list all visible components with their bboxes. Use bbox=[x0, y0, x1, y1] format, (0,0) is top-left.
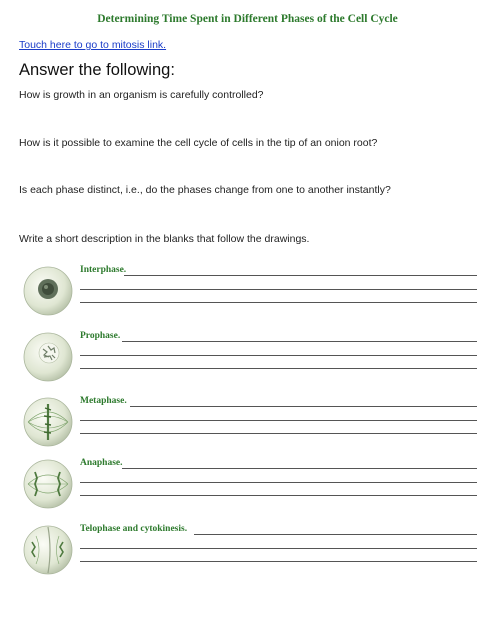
phase-label-telophase: Telophase and cytokinesis. bbox=[80, 524, 188, 534]
answer-line[interactable] bbox=[80, 420, 477, 421]
section-heading: Answer the following: bbox=[19, 61, 175, 79]
answer-line[interactable] bbox=[122, 341, 477, 342]
answer-line[interactable] bbox=[124, 275, 477, 276]
phase-metaphase bbox=[22, 396, 477, 448]
answer-line[interactable] bbox=[194, 534, 477, 535]
anaphase-cell-drawing bbox=[22, 458, 74, 510]
interphase-cell-drawing bbox=[22, 265, 74, 317]
phase-label-prophase: Prophase. bbox=[80, 331, 121, 341]
phase-label-anaphase: Anaphase. bbox=[80, 458, 123, 468]
telophase-cell-drawing bbox=[22, 524, 74, 576]
question-growth: How is growth in an organism is carefully controlled? bbox=[19, 89, 264, 101]
answer-line[interactable] bbox=[80, 302, 477, 303]
answer-line[interactable] bbox=[80, 355, 477, 356]
answer-line[interactable] bbox=[80, 368, 477, 369]
answer-line[interactable] bbox=[80, 289, 477, 290]
answer-line[interactable] bbox=[80, 495, 477, 496]
answer-line[interactable] bbox=[80, 548, 477, 549]
answer-line[interactable] bbox=[80, 561, 477, 562]
question-instructions: Write a short description in the blanks that follow the drawings. bbox=[19, 233, 310, 245]
phase-telophase bbox=[22, 524, 477, 576]
prophase-cell-drawing bbox=[22, 331, 74, 383]
page-title: Determining Time Spent in Different Phases of the Cell Cycle bbox=[97, 13, 398, 25]
metaphase-cell-drawing bbox=[22, 396, 74, 448]
answer-line[interactable] bbox=[80, 482, 477, 483]
mitosis-link[interactable]: Touch here to go to mitosis link. bbox=[19, 39, 167, 51]
answer-line[interactable] bbox=[122, 468, 477, 469]
phase-label-metaphase: Metaphase. bbox=[80, 396, 127, 406]
phase-anaphase bbox=[22, 458, 477, 510]
question-phases-distinct: Is each phase distinct, i.e., do the phases change from one to another instantly? bbox=[19, 184, 391, 196]
phase-prophase bbox=[22, 331, 477, 383]
answer-line[interactable] bbox=[130, 406, 477, 407]
phase-interphase bbox=[22, 265, 477, 317]
question-onion-root: How is it possible to examine the cell cycle of cells in the tip of an onion root? bbox=[19, 137, 378, 149]
phase-label-interphase: Interphase. bbox=[80, 265, 127, 275]
answer-line[interactable] bbox=[80, 433, 477, 434]
